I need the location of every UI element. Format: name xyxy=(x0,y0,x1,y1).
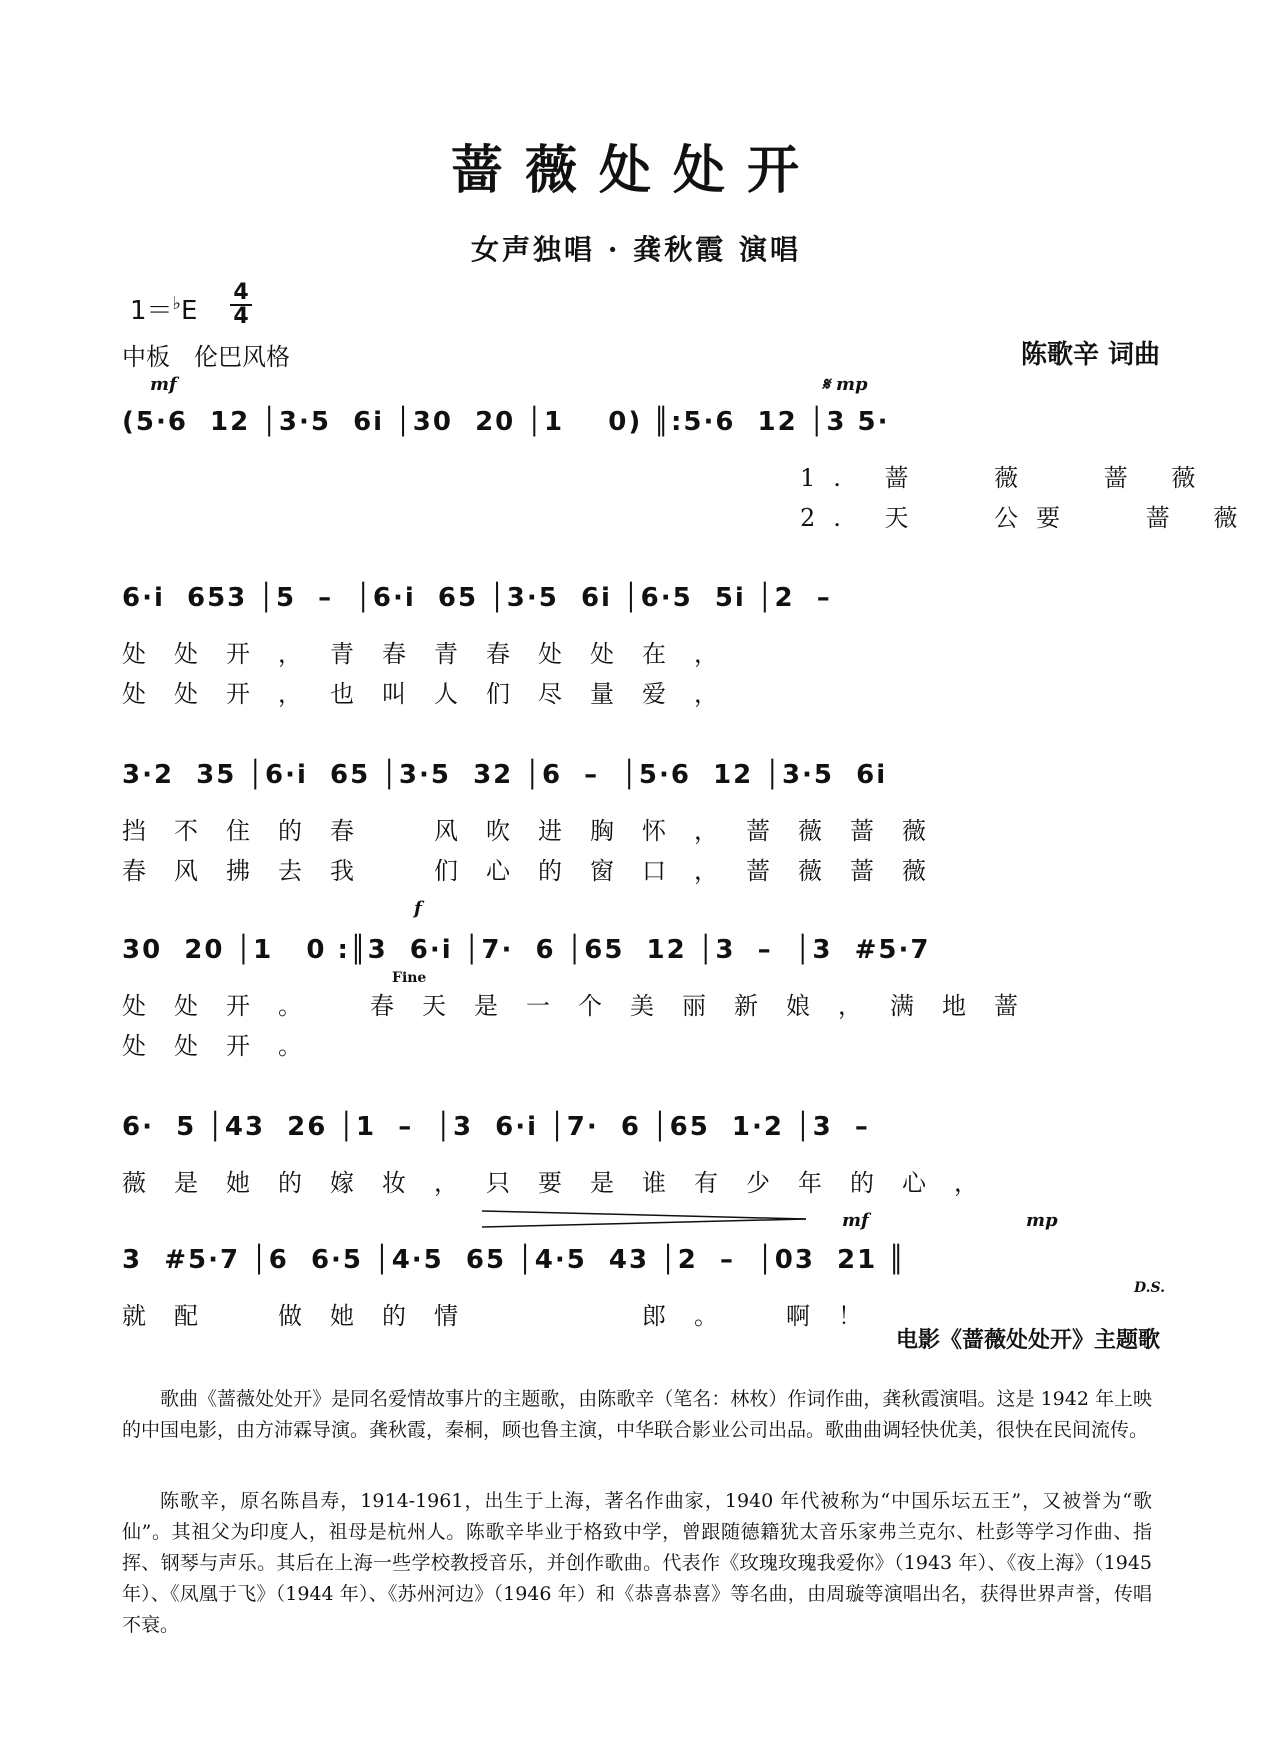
dal-segno-mark: D.S. xyxy=(1134,1280,1166,1296)
lyric-verse-1: 挡不住的春 风吹进胸怀，蔷薇蔷薇 xyxy=(122,817,954,845)
lyric-verse-1: 就配 做她的情 郎。 啊！ xyxy=(122,1302,890,1330)
key-signature xyxy=(130,290,197,327)
composer-credit: 陈歌辛 词曲 xyxy=(1020,340,1160,370)
melody-line: 3·2 35 │6·i 65 │3·5 32 │6 – │5·6 12 │3·5 6i xyxy=(122,760,888,790)
segno-dynamic-mark: 𝄋 mp xyxy=(822,374,868,395)
lyric-verse-2: 处处开，也叫人们尽量爱， xyxy=(122,680,746,708)
lyric-verse-1: 处处开，青春青春处处在， xyxy=(122,640,746,668)
song-subtitle: 女声独唱 · 龚秋霞 演唱 xyxy=(471,233,801,266)
lyric-verse-2: 处处开。 xyxy=(122,1032,330,1060)
lyric-verse-1: 处处开。 春天是一个美丽新娘，满地蔷 xyxy=(122,992,1046,1020)
dynamic-mark: mf xyxy=(150,374,177,395)
fine-mark: Fine xyxy=(392,970,427,986)
key-flat: ♭ xyxy=(172,293,182,314)
composer-bio-paragraph: 陈歌辛，原名陈昌寿，1914-1961，出生于上海，著名作曲家，1940 年代被称为“中国乐坛五王”，又被誉为“歌仙”。其祖父为印度人，祖母是杭州人。陈歌辛毕业于格致中学，曾跟随德籍犹太音乐家弗兰克尔、杜彭等学习作曲、指挥、钢琴与声乐。其后在上海一些学校教授音乐，并创作歌曲。代表作《玫瑰玫瑰我爱你》（1943 年）、《夜上海》（1945 年）、《凤凰于飞》（1944 年）、《苏州河边》（1946 年）和《恭喜恭喜》等名曲，由周璇等演唱出名，获得世界声誉，传唱不衰。 xyxy=(122,1490,1152,1636)
key-note: E xyxy=(181,296,198,326)
melody-line: 6· 5 │43 26 │1 – │3 6·i │7· 6 │65 1·2 │3 – xyxy=(122,1112,870,1142)
dynamic-mark: mf xyxy=(842,1210,869,1231)
song-title: 蔷薇处处开 xyxy=(450,140,821,201)
key-prefix: 1＝ xyxy=(130,296,173,326)
melody-line: (5·6 12 │3·5 6i │30 20 │1 0) ║:5·6 12 │3 5· xyxy=(122,407,890,437)
lyric-verse-1: 1. 蔷 薇 蔷 薇 xyxy=(800,464,1214,492)
melody-line: 3 #5·7 │6 6·5 │4·5 65 │4·5 43 │2 – │03 21 ║ xyxy=(122,1245,906,1275)
description-paragraph: 歌曲《蔷薇处处开》是同名爱情故事片的主题歌，由陈歌辛（笔名：林枚）作词作曲，龚秋霞演唱。这是 1942 年上映的中国电影，由方沛霖导演。龚秋霞，秦桐，顾也鲁主演，中华联合影业公司出品。歌曲曲调轻快优美，很快在民间流传。 xyxy=(122,1388,1152,1441)
lyric-verse-2: 2. 天 公要 蔷 薇 xyxy=(800,504,1256,532)
time-top: 4 xyxy=(233,280,249,305)
tempo-marking: 中板 伦巴风格 xyxy=(122,343,290,371)
dynamic-mark: f xyxy=(414,898,422,919)
dynamic-mark: mp xyxy=(1026,1210,1058,1231)
lyric-verse-1: 薇是她的嫁妆，只要是谁有少年的心， xyxy=(122,1169,1006,1197)
decrescendo-hairpin xyxy=(482,1210,806,1228)
time-bottom: 4 xyxy=(230,304,252,328)
melody-line: 6·i 653 │5 – │6·i 65 │3·5 6i │6·5 5i │2 – xyxy=(122,583,832,613)
melody-line: 30 20 │1 0 :║3 6·i │7· 6 │65 12 │3 – │3 #5·7 xyxy=(122,935,931,965)
film-caption: 电影《蔷薇处处开》主题歌 xyxy=(895,1328,1160,1353)
time-signature xyxy=(230,282,252,328)
lyric-verse-2: 春风拂去我 们心的窗口，蔷薇蔷薇 xyxy=(122,857,954,885)
